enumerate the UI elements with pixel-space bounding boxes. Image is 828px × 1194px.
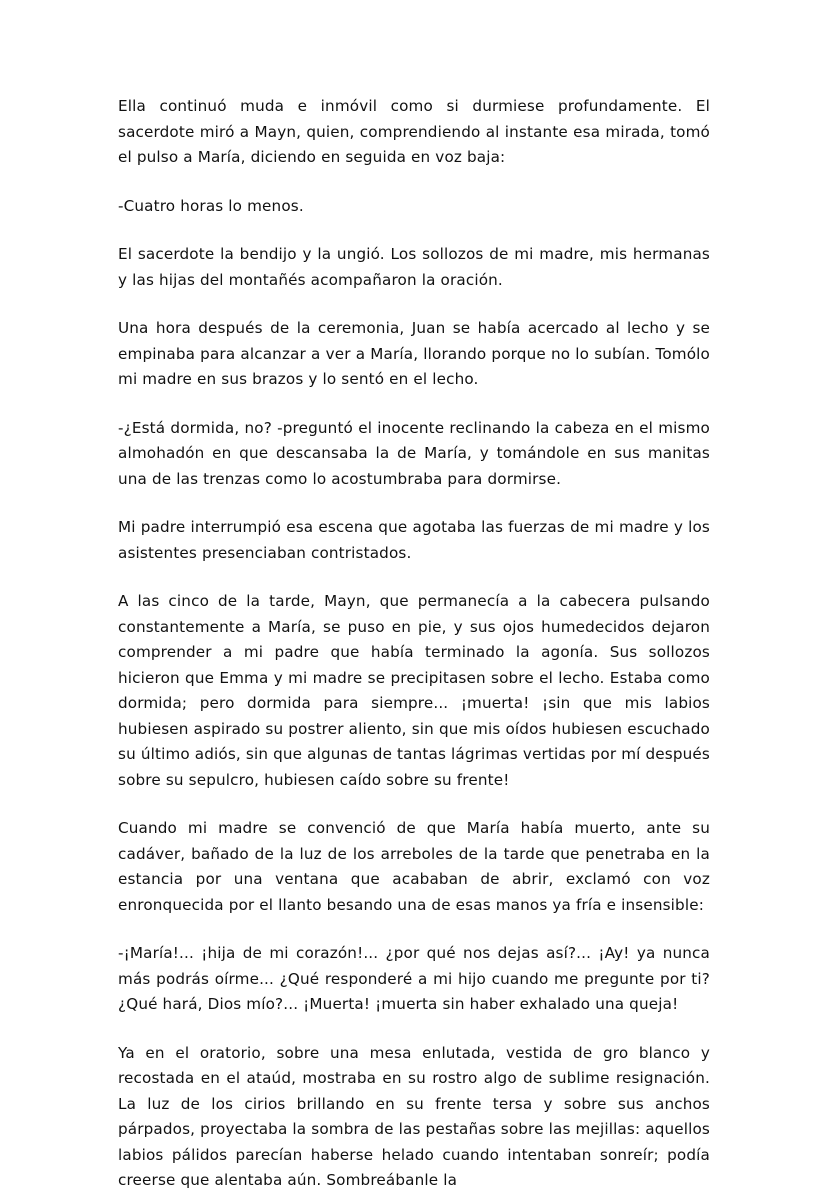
paragraph: Una hora después de la ceremonia, Juan se había acercado al lecho y se empinaba para alcanzar a ver a María, llorando porque no lo subían. Tomólo mi madre en sus brazos y lo sentó en el lecho. [118, 319, 710, 388]
paragraph: Ella continuó muda e inmóvil como si durmiese profundamente. El sacerdote miró a Mayn, quien, comprendiendo al instante esa mirada, tomó el pulso a María, diciendo en seguida en voz baja: [118, 97, 710, 166]
paragraph: Ya en el oratorio, sobre una mesa enlutada, vestida de gro blanco y recostada en el ataúd, mostraba en su rostro algo de sublime resignación. La luz de los cirios brillando en su frente tersa y sobre sus anchos párpados, proyectaba la sombra de las pestañas sobre las mejillas: aquellos labios pálidos parecían haberse helado cuando intentaban sonreír; podía creerse que alentaba aún. Sombreábanle la [118, 1043, 710, 1189]
paragraph: El sacerdote la bendijo y la ungió. Los sollozos de mi madre, mis hermanas y las hijas del montañés acompañaron la oración. [118, 245, 710, 289]
paragraph: A las cinco de la tarde, Mayn, que permanecía a la cabecera pulsando constantemente a María, se puso en pie, y sus ojos humedecidos dejaron comprender a mi padre que había terminado la agonía. Sus sollozos hicieron que Emma y mi madre se precipitasen sobre el lecho. Estaba como dormida; pero dormida para siempre... ¡muerta! ¡sin que mis labios hubiesen aspirado su postrer aliento, sin que mis oídos hubiesen escuchado su último adiós, sin que algunas de tantas lágrimas vertidas por mí después sobre su sepulcro, hubiesen caído sobre su frente! [118, 592, 710, 789]
document-text-body [118, 94, 710, 1194]
paragraph: -Cuatro horas lo menos. [118, 196, 304, 215]
paragraph: -¡María!... ¡hija de mi corazón!... ¿por qué nos dejas así?... ¡Ay! ya nunca más podrás oírme... ¿Qué responderé a mi hijo cuando me pregunte por ti? ¿Qué hará, Dios mío?... ¡Muerta! ¡muerta sin haber exhalado una queja! [118, 944, 710, 1013]
paragraph: -¿Está dormida, no? -preguntó el inocente reclinando la cabeza en el mismo almohadón en que descansaba la de María, y tomándole en sus manitas una de las trenzas como lo acostumbraba para dormirse. [118, 418, 710, 488]
paragraph: Mi padre interrumpió esa escena que agotaba las fuerzas de mi madre y los asistentes presenciaban contristados. [118, 518, 710, 562]
paragraph: Cuando mi madre se convenció de que María había muerto, ante su cadáver, bañado de la luz de los arreboles de la tarde que penetraba en la estancia por una ventana que acababan de abrir, exclamó con voz enronquecida por el llanto besando una de esas manos ya fría e insensible: [118, 819, 710, 914]
